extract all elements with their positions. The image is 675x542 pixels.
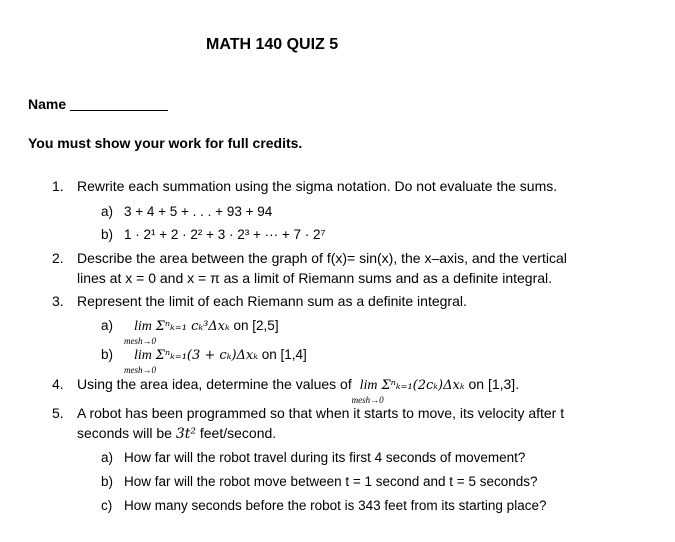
part-label: a) [101, 450, 114, 465]
riemann-expression [124, 346, 307, 375]
part-label: b) [101, 347, 114, 362]
part-label: c) [101, 498, 113, 513]
interval: on [2,5] [233, 318, 279, 333]
question-text-line2: lines at x = 0 and x = π as a limit of Riemann sums and as a definite integral. [77, 270, 553, 286]
question-text-line2: seconds will be 3t² feet/second. [77, 425, 277, 442]
question-number: 2. [52, 250, 64, 266]
interval: on [1,4] [261, 347, 307, 362]
question-number: 3. [52, 293, 64, 309]
question-text: Rewrite each summation using the sigma notation. Do not evaluate the sums. [77, 178, 558, 194]
part-text: How far will the robot move between t = 1 second and t = 5 seconds? [124, 474, 538, 489]
part-label: b) [101, 227, 114, 242]
part-label: b) [101, 474, 114, 489]
part-label: a) [101, 204, 114, 219]
sum-expression: Σⁿₖ₌₁(3 + cₖ)Δxₖ [155, 348, 258, 363]
sum-expression: Σⁿₖ₌₁ cₖ³Δxₖ [155, 319, 230, 334]
limit-operator: lim mesh→0 [124, 318, 152, 335]
instructions: You must show your work for full credits. [28, 135, 303, 151]
page-title: MATH 140 QUIZ 5 [206, 36, 339, 53]
question-number: 4. [52, 376, 64, 392]
name-label: Name [28, 96, 67, 112]
limit-operator: lim mesh→0 [124, 347, 152, 364]
question-text-line1: Describe the area between the graph of f(x)= sin(x), the x–axis, and the vertical [77, 250, 567, 266]
part-label: a) [101, 318, 114, 333]
interval: on [1,3]. [468, 376, 520, 392]
question-number: 5. [52, 405, 64, 421]
question-number: 1. [52, 178, 64, 194]
part-text: 3 + 4 + 5 + . . . + 93 + 94 [124, 204, 273, 219]
limit-operator: lim mesh→0 [356, 377, 378, 394]
limit-subscript: mesh→0 [351, 395, 384, 405]
riemann-expression [124, 317, 279, 346]
limit-subscript: mesh→0 [124, 336, 156, 346]
question-text: Represent the limit of each Riemann sum as a definite integral. [77, 293, 467, 309]
name-field [28, 96, 168, 112]
part-text: 1 · 2¹ + 2 · 2² + 3 · 2³ + ··· + 7 · 2⁷ [124, 227, 326, 242]
question-text: Using the area idea, determine the values of lim mesh→0 Σⁿₖ₌₁(2cₖ)Δxₖ on [1,3]. [77, 376, 519, 394]
limit-subscript: mesh→0 [124, 365, 156, 375]
part-text: How far will the robot travel during its first 4 seconds of movement? [124, 450, 526, 465]
sum-expression: Σⁿₖ₌₁(2cₖ)Δxₖ [381, 378, 465, 393]
part-text: How many seconds before the robot is 343 feet from its starting place? [124, 498, 547, 513]
question-text-line1: A robot has been programmed so that when it starts to move, its velocity after t [77, 405, 565, 421]
name-blank-line [70, 97, 168, 111]
velocity-expression: 3t² [175, 426, 196, 442]
